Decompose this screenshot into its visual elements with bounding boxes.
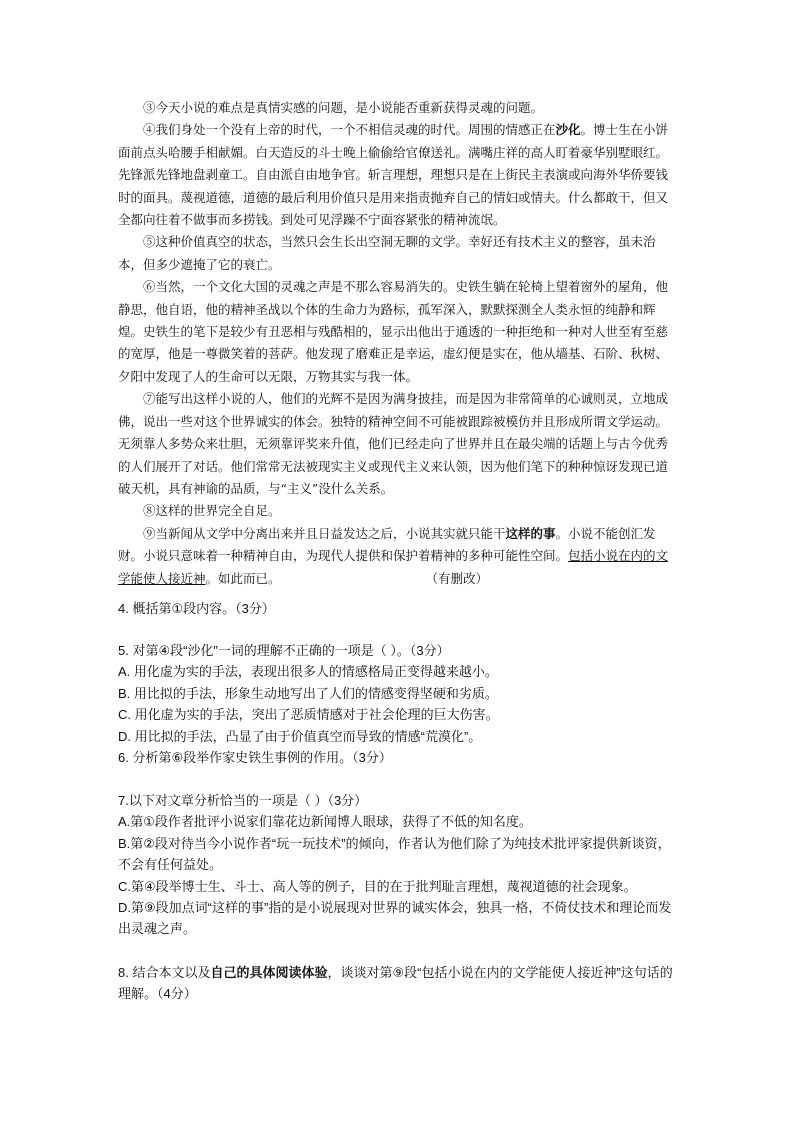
paragraph-9-text-3: 。如此而已。 [205, 570, 281, 586]
question-8-text [118, 962, 678, 1005]
question-8-text-1: 8. 结合本文以及 [118, 965, 211, 980]
question-4 [118, 598, 678, 619]
emphasis-reading-experience: 自己的具体阅读体验 [210, 965, 328, 980]
emphasis-zheyangdeshi: 这样的事 [505, 525, 556, 541]
source-note: （有删改） [425, 570, 489, 586]
question-7-option-c: C.第④段举博士生、斗士、高人等的例子，目的在于批判耻言理想，蔑视道德的社会现象。 [118, 878, 637, 894]
paragraph-4-text-2: 。博士生在小饼面前点头哈腰手相献媚。白天造反的斗士晚上偷偷给官僚送礼。满嘴庄祥的高人盯着豪华别墅眼红。先锋派先锋地盘剥童工。自由派自由地争官。斩言理想，理想只是在上街民主表演或向海外华侨要钱时的面具。蔑视道德，道德的最后利用价值只是用来指责抛弃自己的情妇或情夫。什么都敢干，但又全都向往着不做事而多捞钱。到处可见浮躁不宁面容紧张的精神流氓。 [118, 122, 669, 228]
emphasis-shahua: 沙化 [555, 122, 581, 138]
question-5-text: 5. 对第④段“沙化”一词的理解不正确的一项是（ ）。（3分） [118, 643, 450, 658]
paragraph-3: ③今天小说的难点是真情实感的问题，是小说能否重新获得灵魂的问题。 [143, 100, 544, 115]
question-7-option-b: B.第②段对待当今小说作者“玩一玩技术”的倾向，作者认为他们除了为纯技术批评家提供新谈资，不会有任何益处。 [118, 835, 671, 873]
question-8 [118, 962, 678, 1005]
paragraph-9-text-1: ⑨当新闻从文学中分离出来并且日益发达之后，小说其实就只能干 [143, 525, 506, 541]
question-5-option-a: A. 用化虚为实的手法，表现出很多人的情感格局正变得越来越小。 [118, 664, 498, 680]
question-7-option-a: A.第①段作者批评小说家们靠花边新闻博人眼球，获得了不低的知名度。 [118, 814, 532, 830]
question-8-text-2: ，谈谈对第⑨段“包括小说在内的文学能使人接近神”这句话的理解。（4分） [118, 965, 673, 1002]
underlined-sentence: 包括小说在内的文学能使人接近神 [118, 548, 669, 586]
paragraph-7: ⑦能写出这样小说的人，他们的光辉不是因为满身披挂，而是因为非常简单的心诚则灵，立地成佛，说出一些对这个世界诚实的体会。独特的精神空间不可能被跟踪被模仿并且形成所谓文学运动。无须靠人多势众来壮胆，无须靠评奖来升值，他们已经走向了世界并且在最尖端的话题上与古今优秀的人们展开了对话。他们常常无法被现实主义或现代主义来认领，因为他们笔下的种种惊讶发现已道破天机，具有神谕的品质，与“主义”没什么关系。 [118, 391, 669, 496]
question-5-6 [118, 640, 678, 768]
paragraph-8: ⑧这样的世界完全自足。 [143, 503, 281, 519]
question-7-text: 7.以下对文章分析恰当的一项是（ ）（3分） [118, 793, 368, 808]
question-7-option-d: D.第⑨段加点词“这样的事”指的是小说展现对世界的诚实体会，独具一格，不倚仗技术和理论而发出灵魂之声。 [118, 900, 672, 937]
question-7 [118, 790, 678, 940]
question-4-text: 4. 概括第①段内容。（3分） [118, 601, 275, 616]
paragraph-4 [118, 119, 676, 231]
paragraph-5: ⑤这种价值真空的状态，当然只会生长出空洞无聊的文学。幸好还有技术主义的整容，虽未治本，但多少遮掩了它的衰亡。 [118, 234, 656, 272]
paragraph-9-text-2: 。小说不能创汇发财。小说只意味着一种精神自由，为现代人提供和保护着精神的多种可能性空间。 [118, 525, 656, 564]
question-5-option-b: B. 用比拟的手法，形象生动地写出了人们的情感变得坚硬和劣质。 [118, 685, 498, 701]
paragraph-9 [118, 523, 676, 590]
reading-passage [118, 97, 676, 590]
question-5-option-c: C. 用化虚为实的手法，突出了恶质情感对于社会伦理的巨大伤害。 [118, 707, 499, 723]
question-5-option-d: D. 用比拟的手法，凸显了由于价值真空而导致的情感“荒漠化”。 [118, 728, 482, 744]
paragraph-4-text-1: ④我们身处一个没有上帝的时代，一个不相信灵魂的时代。周围的情感正在 [143, 122, 556, 138]
paragraph-6: ⑥当然，一个文化大国的灵魂之声是不那么容易消失的。史铁生躺在轮椅上望着窗外的屋角，他静思，他自语，他的精神圣战以个体的生命力为路标，孤军深入，默默探测全人类永恒的纯静和辉煌。史铁生的笔下是较少有丑恶相与残酷相的，显示出他出于通透的一种拒绝和一种对人世至宥至慈的宽厚，他是一尊微笑着的菩萨。他发现了磨难正是幸运，虚幻便是实在，他从墙基、石阶、秋树、夕阳中发现了人的生命可以无限，万物其实与我一体。 [118, 279, 669, 384]
question-6-text: 6. 分析第⑥段举作家史铁生事例的作用。（3分） [118, 750, 392, 766]
